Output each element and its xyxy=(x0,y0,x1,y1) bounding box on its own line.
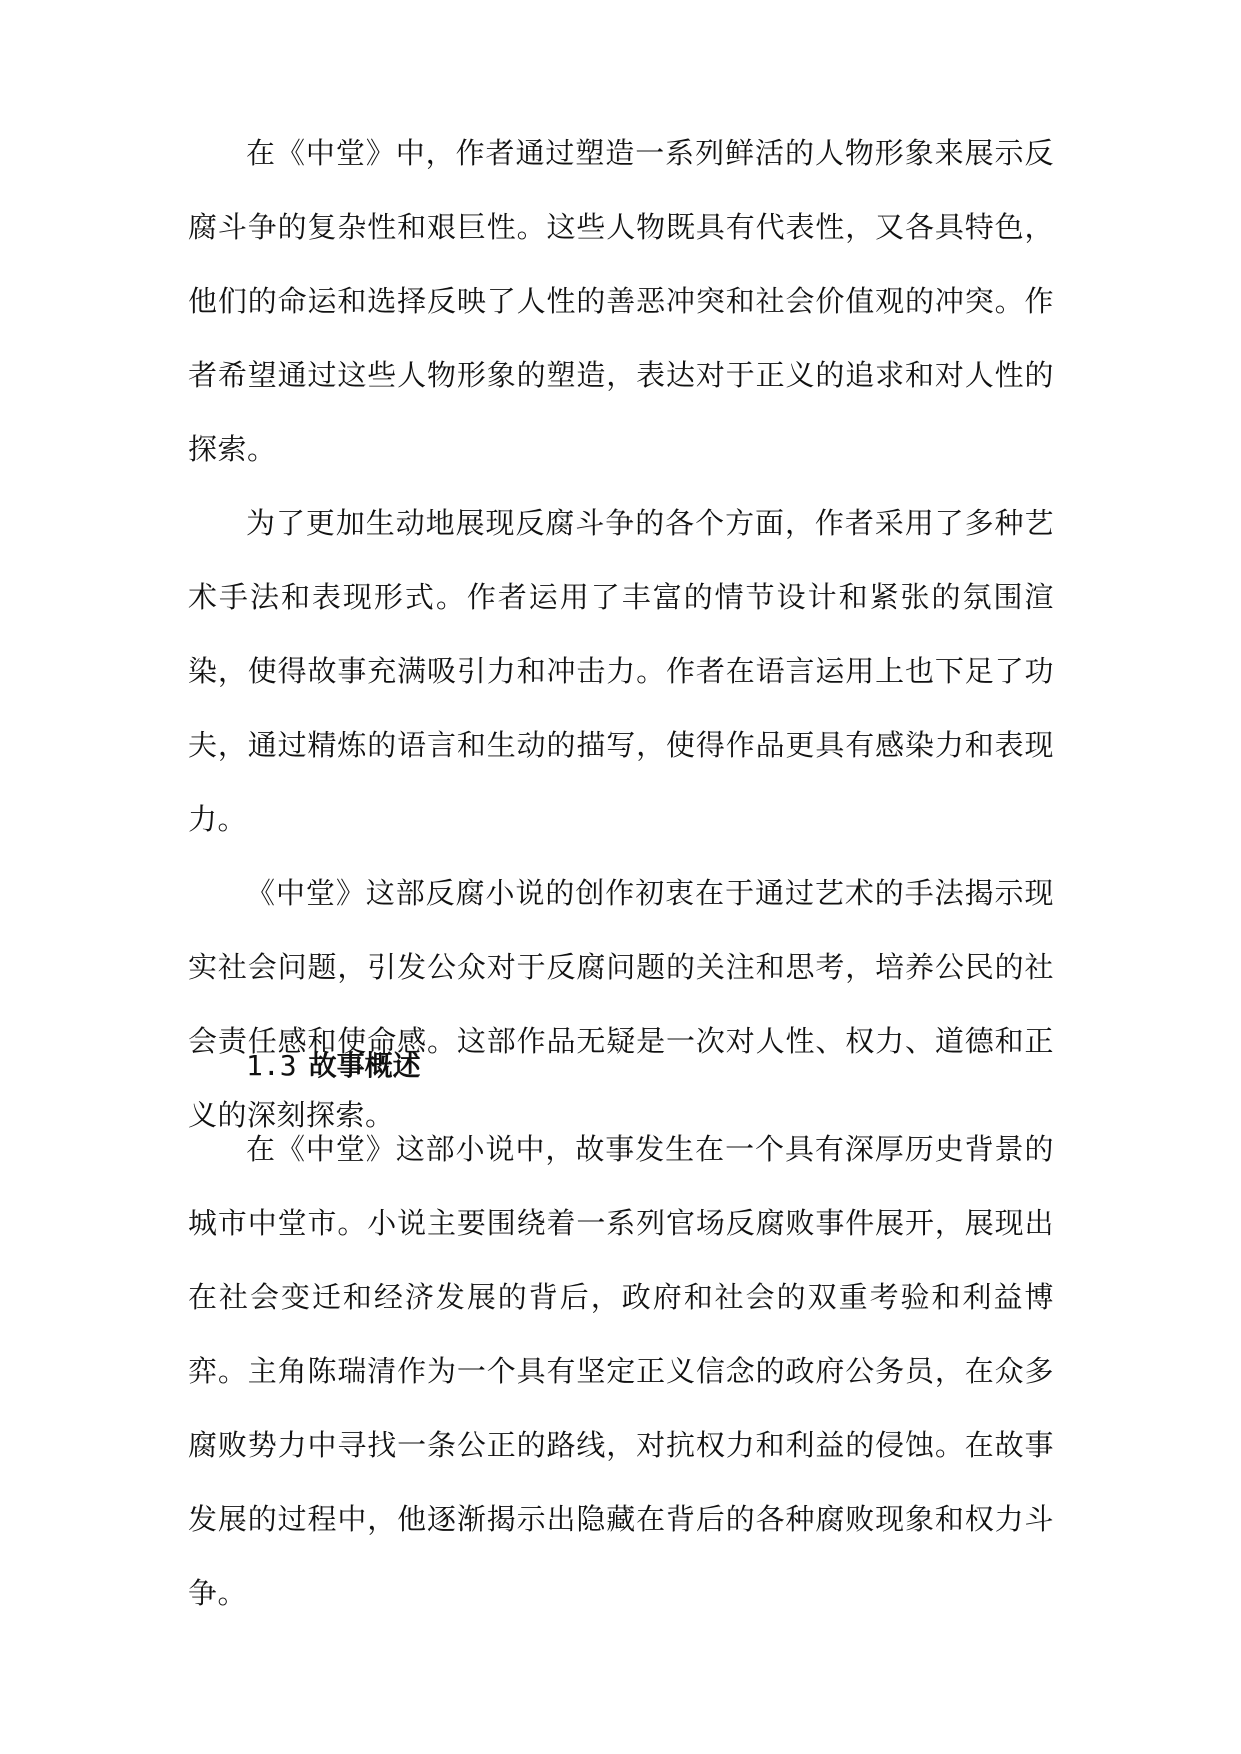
paragraph-artistic-techniques: 为了更加生动地展现反腐斗争的各个方面，作者采用了多种艺术手法和表现形式。作者运用了丰富的情节设计和紧张的氛围渲染，使得故事充满吸引力和冲击力。作者在语言运用上也下足了功夫，通过精炼的语言和生动的描写，使得作品更具有感染力和表现力。 xyxy=(188,506,1054,836)
paragraph-characters: 在《中堂》中，作者通过塑造一系列鲜活的人物形象来展示反腐斗争的复杂性和艰巨性。这些人物既具有代表性，又各具特色，他们的命运和选择反映了人性的善恶冲突和社会价值观的冲突。作者希望通过这些人物形象的塑造，表达对于正义的追求和对人性的探索。 xyxy=(188,136,1054,466)
paragraph-story-overview: 在《中堂》这部小说中，故事发生在一个具有深厚历史背景的城市中堂市。小说主要围绕着一系列官场反腐败事件展开，展现出在社会变迁和经济发展的背后，政府和社会的双重考验和利益博弈。主角陈瑞清作为一个具有坚定正义信念的政府公务员，在众多腐败势力中寻找一条公正的路线，对抗权力和利益的侵蚀。在故事发展的过程中，他逐渐揭示出隐藏在背后的各种腐败现象和权力斗争。 xyxy=(188,1132,1054,1610)
section-number: 1.3 xyxy=(246,1049,297,1082)
paragraph-creative-intent: 《中堂》这部反腐小说的创作初衷在于通过艺术的手法揭示现实社会问题，引发公众对于反腐问题的关注和思考，培养公民的社会责任感和使命感。这部作品无疑是一次对人性、权力、道德和正义的深刻探索。 xyxy=(188,876,1054,1132)
body-text-top xyxy=(188,116,1054,1152)
section-heading xyxy=(246,1046,421,1086)
body-text-bottom xyxy=(188,1112,1054,1630)
section-title: 故事概述 xyxy=(308,1049,421,1082)
